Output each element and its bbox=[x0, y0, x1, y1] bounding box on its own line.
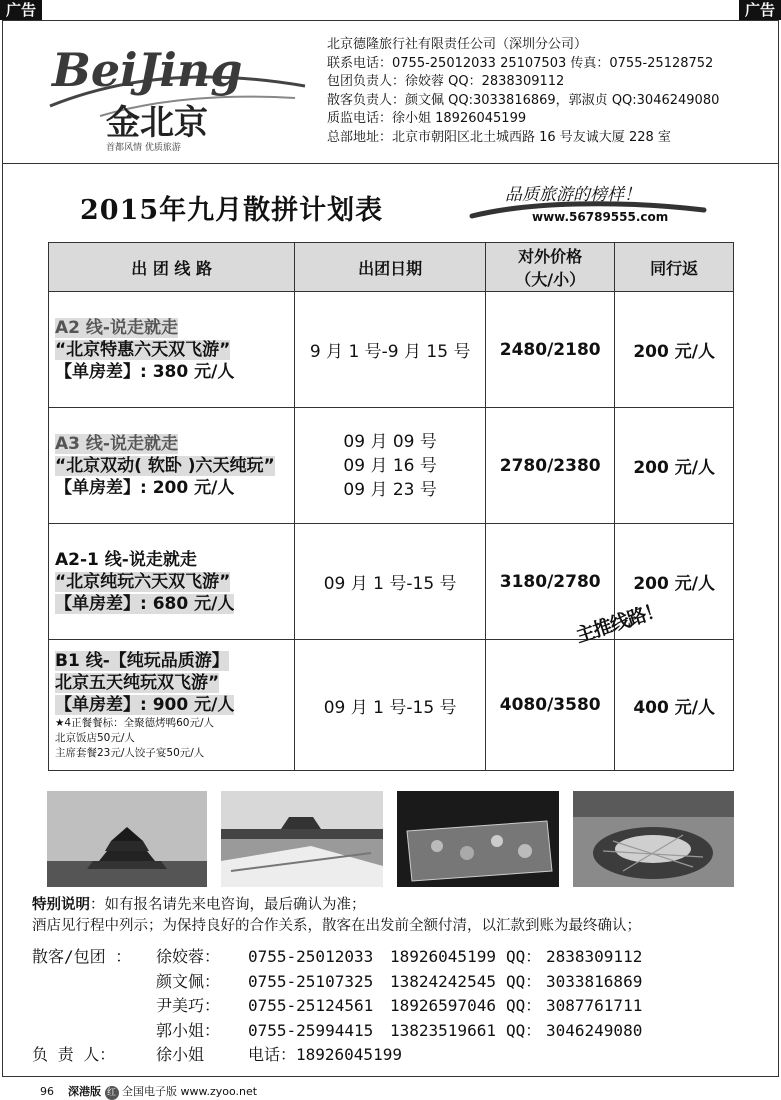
company-hq: 总部地址：北京市朝阳区北土城西路 16 号友诚大厦 228 室 bbox=[327, 129, 671, 145]
meal-note: ★4正餐餐标：全聚德烤鸭60元/人 bbox=[55, 716, 214, 729]
contact-name: 颜文佩： bbox=[156, 971, 221, 991]
route-name: 北京五天纯玩双飞游” bbox=[55, 672, 220, 693]
company-name: 北京德隆旅行社有限责任公司（深圳分公司） bbox=[327, 37, 588, 52]
single-supplement: 【单房差】: 900 元/人 bbox=[55, 694, 235, 715]
meal-note: 主席套餐23元/人饺子宴50元/人 bbox=[55, 746, 205, 759]
slogan-text: 品质旅游的榜样！ bbox=[505, 185, 641, 205]
contact-row bbox=[32, 970, 642, 995]
table-row bbox=[49, 408, 734, 524]
contact-row bbox=[32, 945, 642, 970]
route-cell bbox=[49, 408, 295, 524]
contact-qq-label: QQ： bbox=[506, 947, 542, 966]
manager-phone: 电话：18926045199 bbox=[248, 1045, 402, 1064]
edition-badge-icon: 红 bbox=[105, 1086, 119, 1100]
date-cell: 09 月 1 号-15 号 bbox=[295, 524, 486, 640]
route-cell bbox=[49, 292, 295, 408]
route-name: “北京双动( 软卧 )六天纯玩” bbox=[55, 455, 275, 476]
rebate-cell: 200 元/人 bbox=[615, 292, 734, 408]
date-line: 09 月 23 号 bbox=[343, 479, 437, 500]
rebate-cell: 200 元/人 bbox=[615, 524, 734, 640]
header-price-label: 对外价格 bbox=[518, 247, 583, 266]
header-divider bbox=[2, 163, 779, 164]
manager-label: 负 责 人： bbox=[32, 1045, 116, 1064]
page-number: 96 bbox=[40, 1085, 54, 1098]
contact-qq-label: QQ： bbox=[506, 996, 542, 1015]
temple-of-heaven-photo bbox=[47, 791, 207, 887]
contact-name: 郭小姐： bbox=[156, 1020, 221, 1040]
route-name: “北京特惠六天双飞游” bbox=[55, 339, 231, 360]
contact-mobile: 13824242545 bbox=[390, 971, 496, 991]
date-line: 09 月 09 号 bbox=[343, 431, 437, 452]
price-cell: 2780/2380 bbox=[486, 408, 615, 524]
rebate-cell: 400 元/人 bbox=[615, 640, 734, 771]
notes-line-1: ：如有报名请先来电咨询，最后确认为准； bbox=[90, 897, 366, 913]
contact-group-label: 散客/包团 ： bbox=[32, 947, 132, 966]
contact-phone: 0755-25107325 bbox=[248, 971, 374, 991]
contact-row bbox=[32, 1019, 642, 1044]
contact-qq: 2838309112 bbox=[546, 947, 643, 966]
slogan-url: www.56789555.com bbox=[532, 210, 669, 224]
route-line: A2-1 线-说走就走 bbox=[55, 549, 197, 570]
company-retail-lead: 散客负责人：颜文佩 QQ:3033816869，郭淑贞 QQ:3046249080 bbox=[327, 92, 720, 108]
contact-list bbox=[32, 945, 642, 1068]
special-notes bbox=[32, 895, 641, 937]
date-cell: 9 月 1 号-9 月 15 号 bbox=[295, 292, 486, 408]
birds-nest-photo bbox=[573, 791, 734, 887]
page-footer bbox=[40, 1083, 257, 1100]
meal-note: 北京饭店50元/人 bbox=[55, 731, 135, 744]
contact-qq-label: QQ： bbox=[506, 971, 542, 991]
price-cell: 2480/2180 bbox=[486, 292, 615, 408]
rebate-cell: 200 元/人 bbox=[615, 408, 734, 524]
company-qc: 质监电话：徐小姐 18926045199 bbox=[327, 111, 527, 126]
single-supplement: 【单房差】: 680 元/人 bbox=[55, 593, 235, 614]
logo-tagline-text: 首都风情 优质旅游 bbox=[106, 143, 181, 153]
contact-phone: 0755-25012033 bbox=[248, 947, 374, 966]
company-group-lead: 包团负责人：徐姣蓉 QQ：2838309112 bbox=[327, 74, 565, 89]
single-supplement: 【单房差】: 380 元/人 bbox=[55, 361, 235, 382]
water-cube-photo bbox=[397, 791, 559, 887]
contact-qq: 3033816869 bbox=[546, 971, 643, 991]
single-supplement: 【单房差】: 200 元/人 bbox=[55, 477, 235, 498]
notes-line-2: 酒店见行程中列示；为保持良好的合作关系，散客在出发前全额付清，以汇款到账为最终确认； bbox=[32, 918, 641, 934]
contact-mobile: 18926597046 bbox=[390, 996, 496, 1015]
notes-label: 特别说明 bbox=[32, 897, 90, 913]
route-line: A2 线-说走就走 bbox=[55, 317, 178, 338]
header-price-sub: （大/小） bbox=[515, 270, 586, 289]
contact-qq: 3046249080 bbox=[546, 1020, 643, 1040]
price-cell: 3180/2780 bbox=[486, 524, 615, 640]
edition-label: 深港版 bbox=[68, 1085, 101, 1098]
table-row bbox=[49, 292, 734, 408]
footer-site: 全国电子版 www.zyoo.net bbox=[122, 1085, 258, 1098]
ad-label-left: 广告 bbox=[0, 0, 42, 20]
recommended-stamp: 主推线路！ bbox=[573, 598, 666, 648]
contact-name: 尹美巧： bbox=[156, 996, 221, 1015]
header-route: 出 团 线 路 bbox=[49, 243, 295, 292]
tour-plan-table bbox=[48, 242, 734, 771]
contact-name: 徐姣蓉： bbox=[156, 947, 221, 966]
contact-qq: 3087761711 bbox=[546, 996, 643, 1015]
manager-row bbox=[32, 1043, 642, 1068]
route-cell bbox=[49, 524, 295, 640]
route-line: A3 线-说走就走 bbox=[55, 433, 178, 454]
ad-label-right: 广告 bbox=[739, 0, 781, 20]
route-line: B1 线-【纯玩品质游】 bbox=[55, 650, 229, 671]
photo-strip bbox=[47, 791, 734, 887]
date-cell bbox=[295, 408, 486, 524]
date-cell: 09 月 1 号-15 号 bbox=[295, 640, 486, 771]
table-header-row bbox=[49, 243, 734, 292]
route-name: “北京纯玩六天双飞游” bbox=[55, 571, 231, 592]
contact-mobile: 18926045199 bbox=[390, 947, 496, 966]
company-info bbox=[327, 36, 719, 147]
contact-row bbox=[32, 994, 642, 1019]
manager-name: 徐小姐 bbox=[156, 1045, 205, 1064]
logo-cn-text: 金北京 bbox=[106, 103, 208, 143]
route-cell bbox=[49, 640, 295, 771]
contact-phone: 0755-25994415 bbox=[248, 1020, 374, 1040]
logo-en-text: BeiJing bbox=[52, 43, 243, 97]
header-price bbox=[486, 243, 615, 292]
contact-mobile: 13823519661 bbox=[390, 1020, 496, 1040]
contact-qq-label: QQ： bbox=[506, 1020, 542, 1040]
header-date: 出团日期 bbox=[295, 243, 486, 292]
table-row bbox=[49, 640, 734, 771]
forbidden-city-photo bbox=[221, 791, 383, 887]
page-title: 2015年九月散拼计划表 bbox=[80, 195, 384, 226]
contact-phone: 0755-25124561 bbox=[248, 996, 374, 1015]
company-phone: 联系电话：0755-25012033 25107503 传真：0755-25128752 bbox=[327, 55, 714, 71]
header-rebate: 同行返 bbox=[615, 243, 734, 292]
beijing-logo bbox=[40, 28, 310, 156]
price-cell: 4080/3580 bbox=[486, 640, 615, 771]
date-line: 09 月 16 号 bbox=[343, 455, 437, 476]
